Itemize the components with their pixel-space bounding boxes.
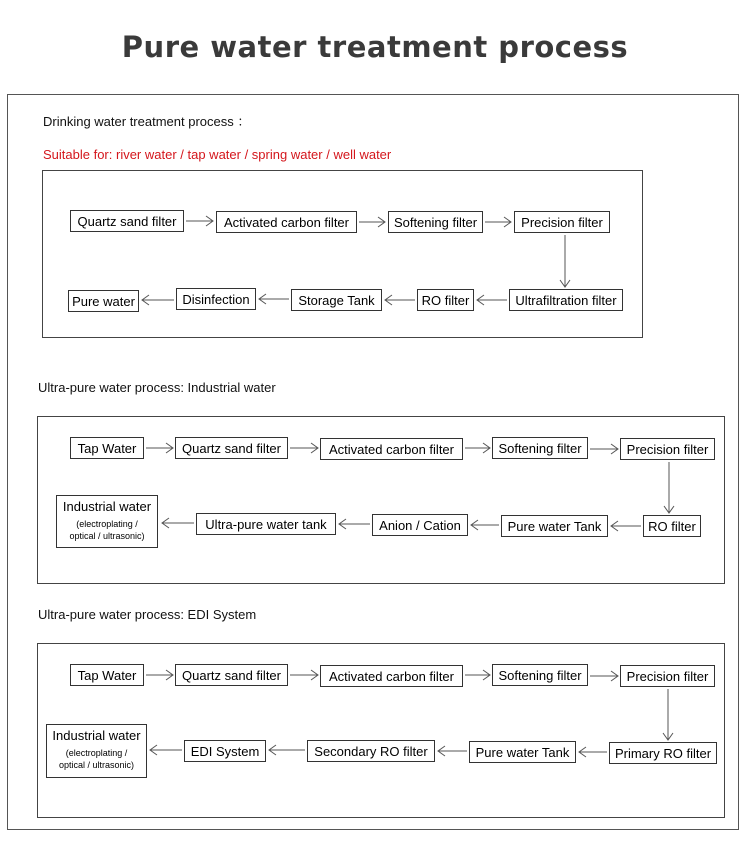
process-step-quartz-sand-filter: Quartz sand filter xyxy=(70,210,184,232)
industrial-water-note-line-1: (electroplating / xyxy=(65,748,128,758)
process-step-activated-carbon-filter: Activated carbon filter xyxy=(320,438,463,460)
process-step-activated-carbon-filter: Activated carbon filter xyxy=(320,665,463,687)
process-step-primary-ro-filter: Primary RO filter xyxy=(609,742,717,764)
process-step-quartz-sand-filter: Quartz sand filter xyxy=(175,664,288,686)
industrial-water-note-line-1: (electroplating / xyxy=(76,519,138,529)
process-step-precision-filter: Precision filter xyxy=(620,665,715,687)
industrial-water-label: Industrial water xyxy=(52,728,141,743)
industrial-water-label: Industrial water xyxy=(62,499,152,514)
process-step-quartz-sand-filter: Quartz sand filter xyxy=(175,437,288,459)
section-1-subheading: Suitable for: river water / tap water / spring water / well water xyxy=(43,147,392,162)
process-step-pure-water-tank: Pure water Tank xyxy=(469,741,576,763)
process-step-softening-filter: Softening filter xyxy=(492,664,588,686)
industrial-water-note-line-2: optical / ultrasonic) xyxy=(58,760,135,770)
process-step-tap-water: Tap Water xyxy=(70,664,144,686)
process-step-secondary-ro-filter: Secondary RO filter xyxy=(307,740,435,762)
process-step-softening-filter: Softening filter xyxy=(388,211,483,233)
process-step-pure-water-tank: Pure water Tank xyxy=(501,515,608,537)
process-step-pure-water: Pure water xyxy=(68,290,139,312)
process-step-ultrafiltration-filter: Ultrafiltration filter xyxy=(509,289,623,311)
process-step-activated-carbon-filter: Activated carbon filter xyxy=(216,211,357,233)
process-step-storage-tank: Storage Tank xyxy=(291,289,382,311)
section-3-heading: Ultra-pure water process: EDI System xyxy=(38,607,257,622)
process-step-industrial-water xyxy=(46,724,147,778)
page-title: Pure water treatment process xyxy=(121,30,629,64)
process-step-softening-filter: Softening filter xyxy=(492,437,588,459)
process-step-disinfection: Disinfection xyxy=(176,288,256,310)
process-step-industrial-water xyxy=(56,495,158,548)
process-step-edi-system: EDI System xyxy=(184,740,266,762)
process-step-precision-filter: Precision filter xyxy=(514,211,610,233)
process-step-ro-filter: RO filter xyxy=(643,515,701,537)
industrial-water-note-line-2: optical / ultrasonic) xyxy=(69,531,145,541)
process-step-ro-filter: RO filter xyxy=(417,289,474,311)
section-2-heading: Ultra-pure water process: Industrial water xyxy=(38,380,276,395)
process-step-anion-cation: Anion / Cation xyxy=(372,514,468,536)
section-1-panel xyxy=(42,170,643,338)
process-step-tap-water: Tap Water xyxy=(70,437,144,459)
process-step-ultra-pure-water-tank: Ultra-pure water tank xyxy=(196,513,336,535)
section-1-heading: Drinking water treatment process ： xyxy=(43,114,251,129)
process-step-precision-filter: Precision filter xyxy=(620,438,715,460)
